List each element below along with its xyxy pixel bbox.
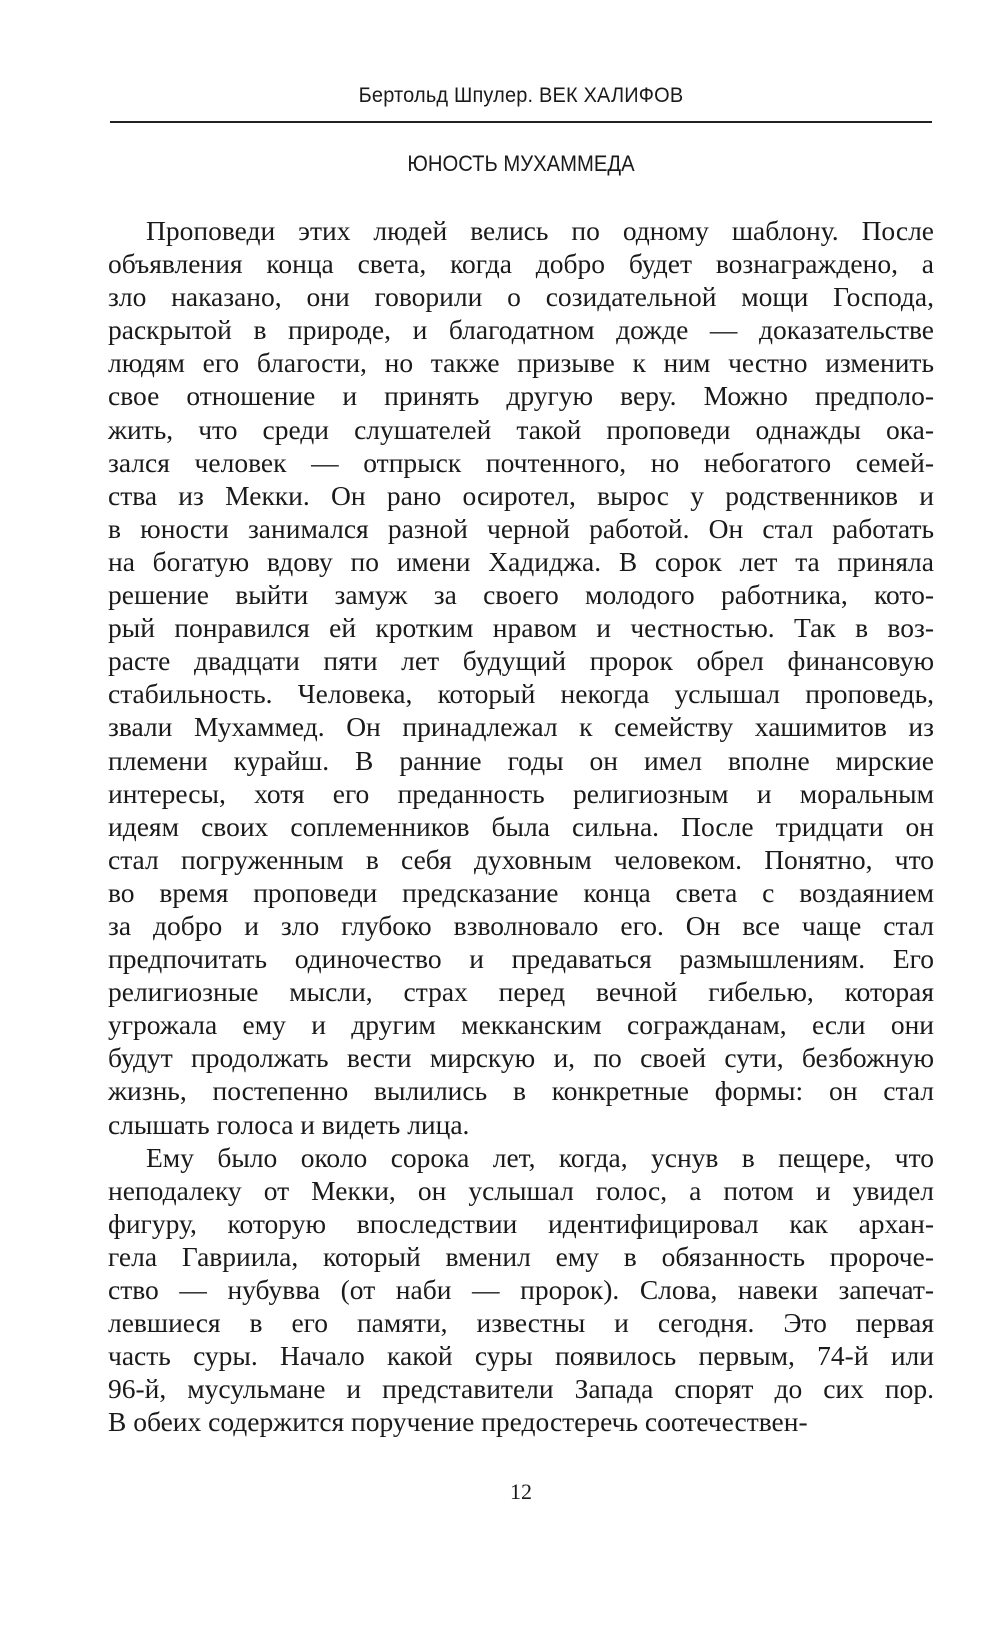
text-line: левшиеся в его памяти, известны и сегодня. Это первая	[108, 1307, 934, 1339]
running-head: Бертольд Шпулер. ВЕК ХАЛИФОВ	[358, 84, 684, 107]
text-line: объявления конца света, когда добро будет вознаграждено, а	[108, 248, 934, 280]
text-line: В обеих содержится поручение предостеречь соотечествен-	[108, 1406, 808, 1438]
text-line: свое отношение и принять другую веру. Можно предполо-	[108, 380, 934, 412]
text-line: слышать голоса и видеть лица.	[108, 1108, 470, 1140]
text-line: 96-й, мусульмане и представители Запада спорят до сих пор.	[108, 1373, 934, 1405]
text-line: племени курайш. В ранние годы он имел вполне мирские	[108, 744, 934, 776]
text-line: жить, что среди слушателей такой проповеди однажды ока-	[108, 413, 934, 445]
text-line: расте двадцати пяти лет будущий пророк обрел финансовую	[108, 645, 934, 677]
body-text	[108, 214, 934, 1438]
text-line: стабильность. Человека, который некогда услышал проповедь,	[108, 678, 934, 710]
text-line: идеям своих соплеменников была сильна. После тридцати он	[108, 810, 934, 842]
text-line: предпочитать одиночество и предаваться размышлениям. Его	[108, 943, 934, 975]
text-line: будут продолжать вести мирскую и, по своей сути, безбожную	[108, 1042, 934, 1074]
text-line: зло наказано, они говорили о созидательной мощи Господа,	[108, 281, 934, 313]
page-number: 12	[510, 1479, 532, 1504]
text-line: неподалеку от Мекки, он услышал голос, а потом и увидел	[108, 1174, 934, 1206]
text-line: интересы, хотя его преданность религиозным и моральным	[108, 777, 934, 809]
header-rule	[110, 121, 932, 123]
text-line: зался человек — отпрыск почтенного, но небогатого семей-	[108, 446, 934, 478]
text-line: людям его благости, но также призыве к ним честно изменить	[108, 347, 934, 379]
text-line: стал погруженным в себя духовным человеком. Понятно, что	[108, 843, 934, 875]
text-line: рый понравился ей кротким нравом и честностью. Так в воз-	[108, 612, 934, 644]
text-line: гела Гавриила, который вменил ему в обязанность пророче-	[108, 1240, 934, 1272]
text-line: в юности занимался разной черной работой. Он стал работать	[108, 512, 934, 544]
text-line: фигуру, которую впоследствии идентифицировал как архан-	[108, 1207, 934, 1239]
text-line: Проповеди этих людей велись по одному шаблону. После	[146, 215, 934, 246]
text-line: за добро и зло глубоко взволновало его. Он все чаще стал	[108, 909, 934, 941]
text-line: Ему было около сорока лет, когда, уснув в пещере, что	[146, 1141, 934, 1173]
text-line: звали Мухаммед. Он принадлежал к семейству хашимитов из	[108, 711, 934, 743]
paragraph	[108, 214, 934, 1141]
chapter-title: ЮНОСТЬ МУХАММЕДА	[407, 151, 635, 176]
text-line: угрожала ему и другим мекканским согражданам, если они	[108, 1009, 934, 1041]
text-line: на богатую вдову по имени Хадиджа. В сорок лет та приняла	[108, 545, 934, 577]
text-line: ство — нубувва (от наби — пророк). Слова, навеки запечат-	[108, 1274, 934, 1305]
text-line: ства из Мекки. Он рано осиротел, вырос у родственников и	[108, 479, 934, 511]
text-line: часть суры. Начало какой суры появилось первым, 74-й или	[108, 1340, 934, 1372]
text-line: решение выйти замуж за своего молодого работника, кото-	[108, 579, 934, 611]
text-line: во время проповеди предсказание конца света с воздаянием	[108, 876, 934, 908]
paragraph	[108, 1141, 934, 1439]
text-line: жизнь, постепенно вылились в конкретные формы: он стал	[108, 1075, 934, 1107]
text-line: религиозные мысли, страх перед вечной гибелью, которая	[108, 976, 934, 1008]
text-line: раскрытой в природе, и благодатном дожде — доказательстве	[108, 314, 934, 346]
